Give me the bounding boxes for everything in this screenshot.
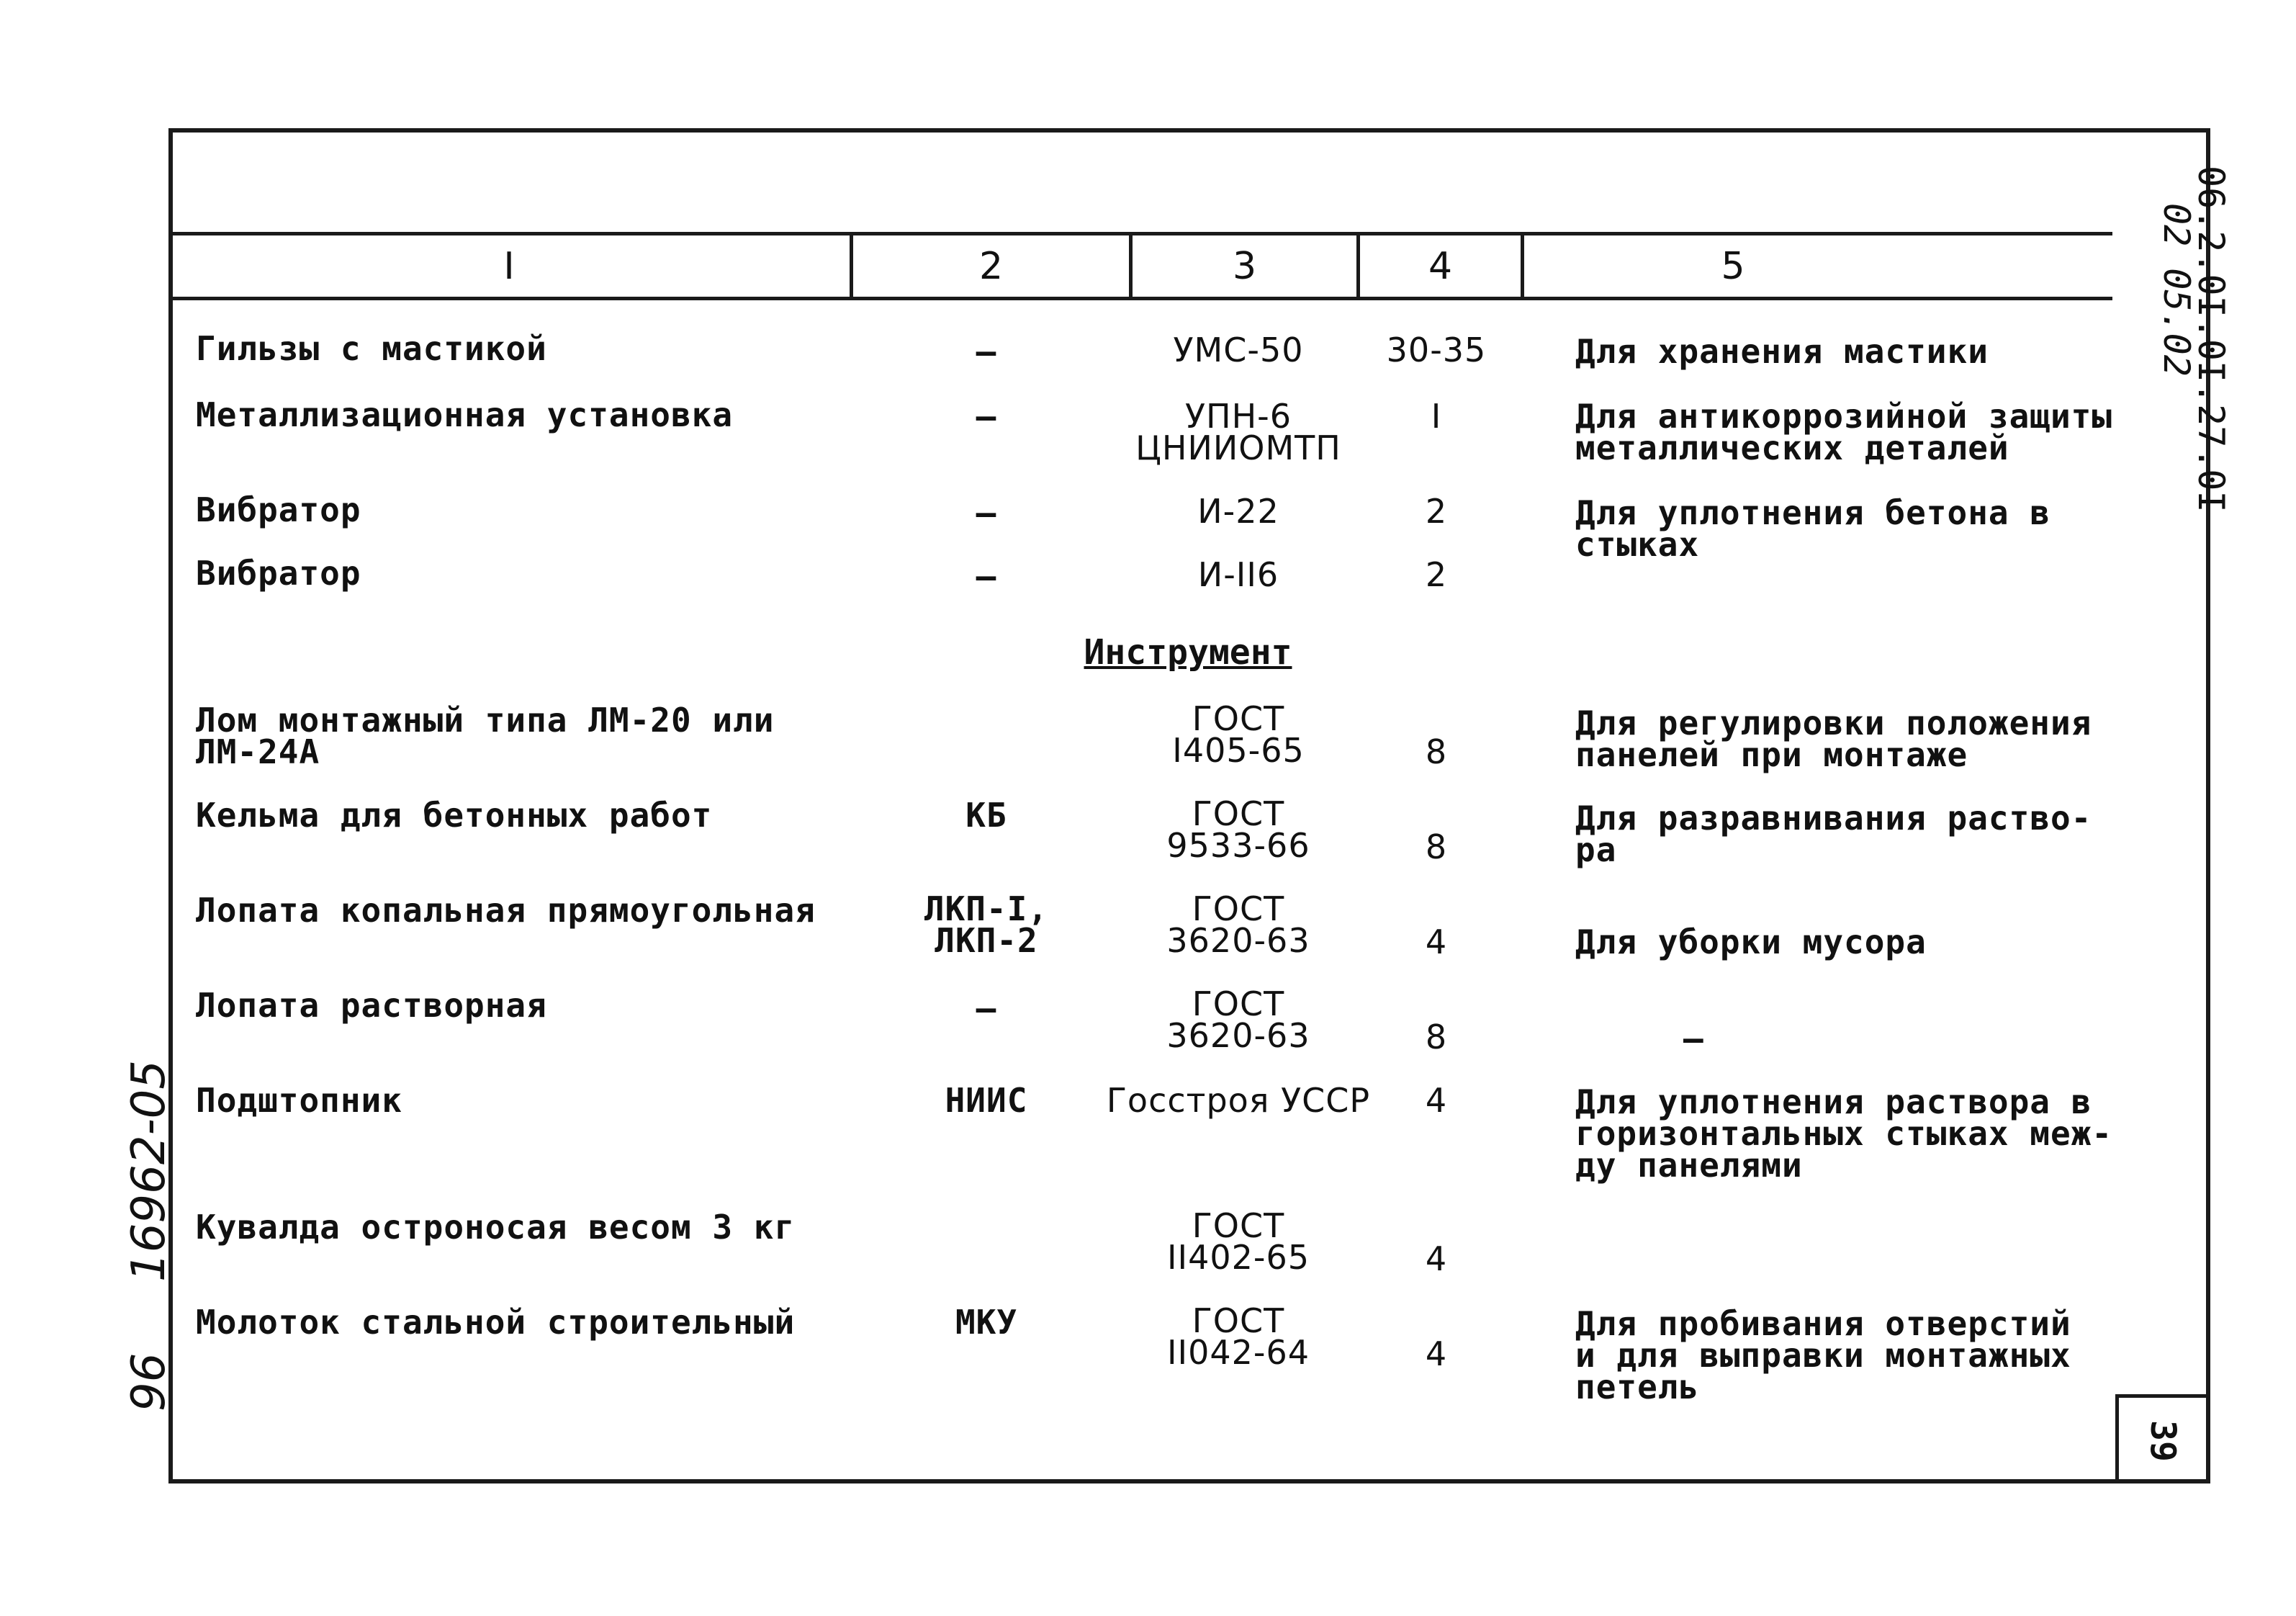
tool-3-name: Лопата копальная прямоугольная bbox=[196, 891, 816, 930]
row-1-code: – bbox=[976, 332, 997, 371]
row-2-code: – bbox=[976, 397, 997, 436]
tool-3-note: Для уборки мусора bbox=[1575, 923, 1927, 961]
row-3-name: Вибратор bbox=[196, 490, 361, 529]
row-3-qty: 2 bbox=[1425, 492, 1448, 531]
tool-5-qty: 4 bbox=[1425, 1081, 1448, 1120]
row-2-std: УПН-6 ЦНИИОМТП bbox=[1135, 397, 1341, 467]
row-3-note: Для уплотнения бетона в стыках bbox=[1575, 493, 2050, 564]
document-code bbox=[2156, 166, 2232, 513]
row-2-qty: I bbox=[1431, 397, 1442, 436]
tool-1-note: Для регулировки положения панелей при монтаже bbox=[1575, 704, 2092, 774]
row-1-qty: 30-35 bbox=[1386, 331, 1487, 369]
row-4-code: – bbox=[976, 557, 997, 596]
row-2-name: Металлизационная установка bbox=[196, 395, 734, 434]
tool-4-name: Лопата растворная bbox=[196, 986, 547, 1025]
tool-2-code: КБ bbox=[965, 796, 1007, 835]
tool-7-note: Для пробивания отверстий и для выправки монтажных петель bbox=[1575, 1304, 2071, 1406]
tool-1-std: ГОСТ I405-65 bbox=[1172, 699, 1305, 770]
tool-3-qty: 4 bbox=[1425, 923, 1448, 961]
section-title: Инструмент bbox=[1084, 632, 1292, 673]
tool-4-qty: 8 bbox=[1425, 1018, 1448, 1056]
header-col-3: 3 bbox=[1232, 245, 1257, 288]
tool-6-qty: 4 bbox=[1425, 1239, 1448, 1278]
row-2-note: Для антикоррозийной защиты металлических деталей bbox=[1575, 397, 2113, 467]
tool-3-std: ГОСТ 3620-63 bbox=[1166, 889, 1310, 960]
tool-7-qty: 4 bbox=[1425, 1334, 1448, 1373]
row-1-std: УМС-50 bbox=[1173, 331, 1304, 369]
tool-7-std: ГОСТ II042-64 bbox=[1166, 1301, 1310, 1372]
tool-1-name: Лом монтажный типа ЛМ-20 или ЛМ-24А bbox=[196, 701, 775, 771]
tool-6-std: ГОСТ II402-65 bbox=[1166, 1206, 1310, 1277]
row-3-std: И-22 bbox=[1197, 492, 1279, 531]
tool-4-note: – bbox=[1683, 1019, 1704, 1058]
row-4-qty: 2 bbox=[1425, 555, 1448, 594]
tool-2-note: Для разравнивания раство- ра bbox=[1575, 799, 2092, 869]
header-top-rule bbox=[168, 232, 2112, 235]
tool-7-code: МКУ bbox=[955, 1303, 1018, 1342]
tool-7-name: Молоток стальной строительный bbox=[196, 1303, 796, 1342]
tool-2-std: ГОСТ 9533-66 bbox=[1166, 794, 1310, 865]
tool-5-name: Подштопник bbox=[196, 1081, 402, 1120]
side-inventory-number bbox=[122, 1059, 209, 1411]
row-1-name: Гильзы с мастикой bbox=[196, 329, 547, 368]
tool-4-code: – bbox=[976, 989, 997, 1028]
header-col-5: 5 bbox=[1721, 245, 1745, 288]
tool-1-qty: 8 bbox=[1425, 732, 1448, 771]
document-code-line-1: 06.2.0I.0I.27.0I bbox=[2190, 166, 2232, 513]
tool-3-code: ЛКП-I, ЛКП-2 bbox=[924, 889, 1049, 960]
tool-2-name: Кельма для бетонных работ bbox=[196, 796, 713, 835]
tool-5-std: Госстроя УССР bbox=[1106, 1081, 1371, 1120]
document-code-line-2: 02 05.02 bbox=[2156, 203, 2197, 377]
tool-4-std: ГОСТ 3620-63 bbox=[1166, 984, 1310, 1055]
tool-5-note: Для уплотнения раствора в горизонтальных стыках меж- ду панелями bbox=[1575, 1082, 2113, 1185]
header-col-4: 4 bbox=[1428, 245, 1453, 288]
row-1-note: Для хранения мастики bbox=[1575, 332, 1989, 371]
row-3-code: – bbox=[976, 493, 997, 532]
side-page: 96 bbox=[122, 1352, 176, 1411]
tool-6-name: Кувалда остроносая весом 3 кг bbox=[196, 1208, 796, 1247]
tool-2-qty: 8 bbox=[1425, 827, 1448, 866]
row-4-std: И-II6 bbox=[1197, 555, 1279, 594]
row-4-name: Вибратор bbox=[196, 554, 361, 593]
page-number-box bbox=[2115, 1394, 2210, 1483]
header-col-2: 2 bbox=[978, 245, 1004, 288]
page-number: 39 bbox=[2143, 1420, 2183, 1462]
header-col-1: I bbox=[503, 245, 515, 288]
header-bottom-rule bbox=[168, 297, 2112, 300]
side-number: 16962-05 bbox=[122, 1059, 176, 1282]
tool-5-code: НИИС bbox=[945, 1081, 1028, 1120]
